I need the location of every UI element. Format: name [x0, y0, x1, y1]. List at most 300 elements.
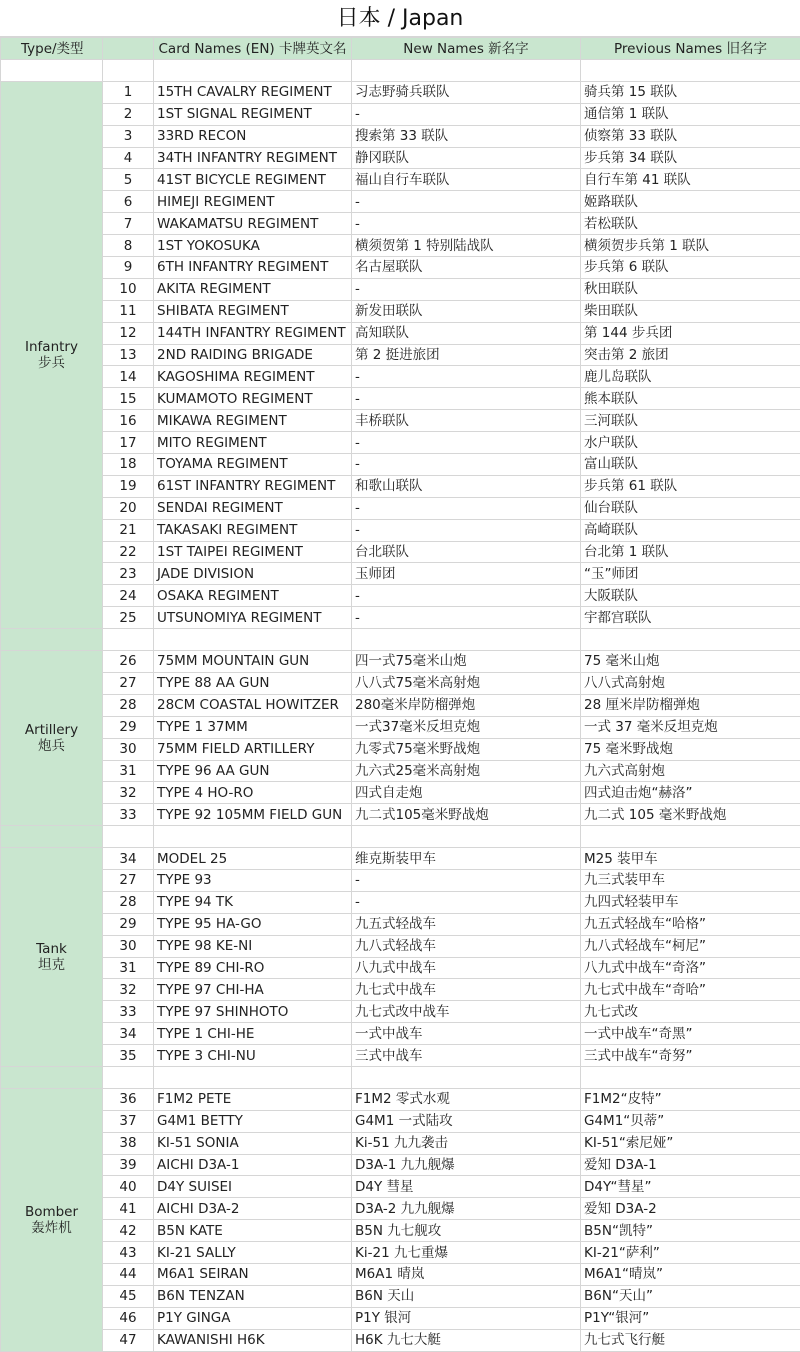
row-number: 34 [103, 848, 154, 870]
card-name-en: F1M2 PETE [154, 1088, 352, 1110]
card-name-en: M6A1 SEIRAN [154, 1263, 352, 1285]
row-number: 35 [103, 1045, 154, 1067]
spacer-cell [1, 826, 103, 848]
previous-name: 姬路联队 [581, 191, 800, 213]
table-row [1, 322, 800, 344]
unit-type-cell [1, 1088, 103, 1351]
row-number: 19 [103, 475, 154, 497]
table-row [1, 1198, 800, 1220]
new-name: 一式37毫米反坦克炮 [352, 716, 581, 738]
row-number: 28 [103, 891, 154, 913]
previous-name: 九七式飞行艇 [581, 1329, 800, 1351]
previous-name: 九五式轻战车“哈格” [581, 913, 800, 935]
spacer-cell [1, 629, 103, 651]
previous-name: B6N“天山” [581, 1285, 800, 1307]
new-name: D4Y 彗星 [352, 1176, 581, 1198]
header-card-name-en: Card Names (EN) 卡牌英文名 [154, 38, 352, 60]
previous-name: 九八式轻战车“柯尼” [581, 935, 800, 957]
row-number: 14 [103, 366, 154, 388]
spacer-cell [1, 1066, 103, 1088]
table-row [1, 475, 800, 497]
card-name-en: TYPE 97 SHINHOTO [154, 1001, 352, 1023]
row-number: 42 [103, 1220, 154, 1242]
card-name-en: G4M1 BETTY [154, 1110, 352, 1132]
new-name: - [352, 213, 581, 235]
previous-name: 步兵第 6 联队 [581, 257, 800, 279]
spacer-cell [352, 60, 581, 82]
card-name-en: OSAKA REGIMENT [154, 585, 352, 607]
table-row [1, 147, 800, 169]
new-name: 八九式中战车 [352, 957, 581, 979]
new-name: - [352, 278, 581, 300]
spacer-cell [103, 826, 154, 848]
table-row [1, 1110, 800, 1132]
unit-type-label-en: Tank [1, 941, 102, 957]
row-number: 24 [103, 585, 154, 607]
previous-name: 横须贺步兵第 1 联队 [581, 235, 800, 257]
table-row [1, 891, 800, 913]
row-number: 31 [103, 760, 154, 782]
previous-name: 75 毫米山炮 [581, 651, 800, 673]
card-name-en: B5N KATE [154, 1220, 352, 1242]
new-name: F1M2 零式水观 [352, 1088, 581, 1110]
previous-name: 三式中战车“奇努” [581, 1045, 800, 1067]
previous-name: 柴田联队 [581, 300, 800, 322]
row-number: 6 [103, 191, 154, 213]
row-number: 23 [103, 563, 154, 585]
table-row [1, 738, 800, 760]
new-name: 九六式25毫米高射炮 [352, 760, 581, 782]
previous-name: 自行车第 41 联队 [581, 169, 800, 191]
unit-type-label-zh: 轰炸机 [1, 1220, 102, 1236]
unit-type-cell [1, 81, 103, 628]
table-row [1, 782, 800, 804]
table-row [1, 804, 800, 826]
new-name: 第 2 挺进旅团 [352, 344, 581, 366]
new-name: 九八式轻战车 [352, 935, 581, 957]
row-number: 25 [103, 607, 154, 629]
table-row [1, 300, 800, 322]
previous-name: 宇都宫联队 [581, 607, 800, 629]
previous-name: 侦察第 33 联队 [581, 125, 800, 147]
table-row [1, 103, 800, 125]
new-name: B5N 九七舰攻 [352, 1220, 581, 1242]
card-name-en: 1ST SIGNAL REGIMENT [154, 103, 352, 125]
new-name: 名古屋联队 [352, 257, 581, 279]
spacer-cell [352, 826, 581, 848]
unit-type-label-en: Infantry [1, 339, 102, 355]
table-row [1, 432, 800, 454]
table-row [1, 1132, 800, 1154]
previous-name: 突击第 2 旅团 [581, 344, 800, 366]
row-number: 33 [103, 1001, 154, 1023]
table-row [1, 913, 800, 935]
spacer-cell [581, 1066, 800, 1088]
header-number [103, 38, 154, 60]
new-name: 八八式75毫米高射炮 [352, 672, 581, 694]
spacer-row [1, 826, 800, 848]
previous-name: 秋田联队 [581, 278, 800, 300]
new-name: 三式中战车 [352, 1045, 581, 1067]
new-name: 九七式中战车 [352, 979, 581, 1001]
header-new-name: New Names 新名字 [352, 38, 581, 60]
previous-name: 第 144 步兵团 [581, 322, 800, 344]
table-row [1, 694, 800, 716]
new-name: 一式中战车 [352, 1023, 581, 1045]
card-name-en: 61ST INFANTRY REGIMENT [154, 475, 352, 497]
previous-name: 九二式 105 毫米野战炮 [581, 804, 800, 826]
card-name-en: 144TH INFANTRY REGIMENT [154, 322, 352, 344]
row-number: 33 [103, 804, 154, 826]
card-name-en: TYPE 89 CHI-RO [154, 957, 352, 979]
card-name-en: KUMAMOTO REGIMENT [154, 388, 352, 410]
card-name-en: KI-21 SALLY [154, 1242, 352, 1264]
row-number: 15 [103, 388, 154, 410]
new-name: 搜索第 33 联队 [352, 125, 581, 147]
new-name: 台北联队 [352, 541, 581, 563]
card-name-en: TYPE 1 37MM [154, 716, 352, 738]
new-name: 四式自走炮 [352, 782, 581, 804]
new-name: Ki-51 九九袭击 [352, 1132, 581, 1154]
new-name: 新发田联队 [352, 300, 581, 322]
table-row [1, 366, 800, 388]
previous-name: 八八式高射炮 [581, 672, 800, 694]
spacer-row [1, 60, 800, 82]
new-name: - [352, 585, 581, 607]
new-name: - [352, 366, 581, 388]
table-row [1, 672, 800, 694]
header-row [1, 38, 800, 60]
card-name-en: AKITA REGIMENT [154, 278, 352, 300]
card-name-en: MIKAWA REGIMENT [154, 410, 352, 432]
new-name: - [352, 497, 581, 519]
row-number: 22 [103, 541, 154, 563]
table-row [1, 278, 800, 300]
new-name: 静冈联队 [352, 147, 581, 169]
unit-type-label-en: Artillery [1, 722, 102, 738]
card-name-en: P1Y GINGA [154, 1307, 352, 1329]
unit-type-cell [1, 651, 103, 826]
row-number: 8 [103, 235, 154, 257]
card-name-en: 15TH CAVALRY REGIMENT [154, 81, 352, 103]
table-row [1, 585, 800, 607]
new-name: - [352, 432, 581, 454]
previous-name: 通信第 1 联队 [581, 103, 800, 125]
table-row [1, 651, 800, 673]
new-name: 九七式改中战车 [352, 1001, 581, 1023]
new-name: 九二式105毫米野战炮 [352, 804, 581, 826]
card-name-en: KAGOSHIMA REGIMENT [154, 366, 352, 388]
row-number: 37 [103, 1110, 154, 1132]
row-number: 32 [103, 782, 154, 804]
card-name-en: AICHI D3A-1 [154, 1154, 352, 1176]
new-name: Ki-21 九七重爆 [352, 1242, 581, 1264]
card-name-en: KAWANISHI H6K [154, 1329, 352, 1351]
previous-name: 75 毫米野战炮 [581, 738, 800, 760]
spacer-cell [352, 1066, 581, 1088]
previous-name: M25 装甲车 [581, 848, 800, 870]
table-row [1, 410, 800, 432]
new-name: P1Y 银河 [352, 1307, 581, 1329]
new-name: 四一式75毫米山炮 [352, 651, 581, 673]
new-name: G4M1 一式陆攻 [352, 1110, 581, 1132]
row-number: 27 [103, 672, 154, 694]
previous-name: 步兵第 34 联队 [581, 147, 800, 169]
card-name-en: WAKAMATSU REGIMENT [154, 213, 352, 235]
new-name: - [352, 869, 581, 891]
previous-name: KI-51“索尼娅” [581, 1132, 800, 1154]
table-row [1, 1154, 800, 1176]
previous-name: 四式迫击炮“赫洛” [581, 782, 800, 804]
row-number: 41 [103, 1198, 154, 1220]
row-number: 5 [103, 169, 154, 191]
card-name-en: 75MM FIELD ARTILLERY [154, 738, 352, 760]
new-name: 九五式轻战车 [352, 913, 581, 935]
card-name-en: AICHI D3A-2 [154, 1198, 352, 1220]
card-name-en: TYPE 97 CHI-HA [154, 979, 352, 1001]
new-name: 维克斯装甲车 [352, 848, 581, 870]
table-row [1, 1220, 800, 1242]
new-name: - [352, 891, 581, 913]
row-number: 7 [103, 213, 154, 235]
unit-names-table [0, 37, 800, 1352]
row-number: 36 [103, 1088, 154, 1110]
row-number: 34 [103, 1023, 154, 1045]
table-row [1, 1023, 800, 1045]
row-number: 43 [103, 1242, 154, 1264]
row-number: 21 [103, 519, 154, 541]
spacer-cell [154, 1066, 352, 1088]
new-name: 习志野骑兵联队 [352, 81, 581, 103]
previous-name: 大阪联队 [581, 585, 800, 607]
row-number: 10 [103, 278, 154, 300]
new-name: 丰桥联队 [352, 410, 581, 432]
spacer-cell [154, 60, 352, 82]
row-number: 47 [103, 1329, 154, 1351]
table-row [1, 541, 800, 563]
new-name: - [352, 519, 581, 541]
row-number: 40 [103, 1176, 154, 1198]
previous-name: M6A1“晴岚” [581, 1263, 800, 1285]
row-number: 18 [103, 454, 154, 476]
table-row [1, 957, 800, 979]
table-row [1, 213, 800, 235]
header-previous-name: Previous Names 旧名字 [581, 38, 800, 60]
previous-name: 九六式高射炮 [581, 760, 800, 782]
row-number: 1 [103, 81, 154, 103]
card-name-en: B6N TENZAN [154, 1285, 352, 1307]
table-row [1, 1088, 800, 1110]
new-name: - [352, 191, 581, 213]
card-name-en: 75MM MOUNTAIN GUN [154, 651, 352, 673]
previous-name: 步兵第 61 联队 [581, 475, 800, 497]
spacer-cell [1, 60, 103, 82]
card-name-en: TYPE 95 HA-GO [154, 913, 352, 935]
card-name-en: TYPE 3 CHI-NU [154, 1045, 352, 1067]
table-row [1, 1329, 800, 1351]
card-name-en: 1ST TAIPEI REGIMENT [154, 541, 352, 563]
previous-name: 若松联队 [581, 213, 800, 235]
row-number: 11 [103, 300, 154, 322]
card-name-en: TYPE 94 TK [154, 891, 352, 913]
row-number: 31 [103, 957, 154, 979]
header-type: Type/类型 [1, 38, 103, 60]
row-number: 2 [103, 103, 154, 125]
card-name-en: MITO REGIMENT [154, 432, 352, 454]
row-number: 29 [103, 716, 154, 738]
previous-name: D4Y“彗星” [581, 1176, 800, 1198]
new-name: D3A-2 九九舰爆 [352, 1198, 581, 1220]
table-body [1, 60, 800, 1352]
card-name-en: MODEL 25 [154, 848, 352, 870]
row-number: 32 [103, 979, 154, 1001]
card-name-en: TYPE 1 CHI-HE [154, 1023, 352, 1045]
previous-name: 台北第 1 联队 [581, 541, 800, 563]
card-name-en: 2ND RAIDING BRIGADE [154, 344, 352, 366]
table-row [1, 563, 800, 585]
spacer-cell [103, 60, 154, 82]
card-name-en: JADE DIVISION [154, 563, 352, 585]
table-row [1, 760, 800, 782]
table-row [1, 519, 800, 541]
spacer-cell [352, 629, 581, 651]
new-name: 和歌山联队 [352, 475, 581, 497]
spacer-row [1, 629, 800, 651]
previous-name: “玉”师团 [581, 563, 800, 585]
previous-name: B5N“凯特” [581, 1220, 800, 1242]
row-number: 28 [103, 694, 154, 716]
card-name-en: KI-51 SONIA [154, 1132, 352, 1154]
table-row [1, 935, 800, 957]
row-number: 9 [103, 257, 154, 279]
previous-name: G4M1“贝蒂” [581, 1110, 800, 1132]
previous-name: 三河联队 [581, 410, 800, 432]
table-row [1, 1285, 800, 1307]
table-row [1, 607, 800, 629]
spacer-cell [581, 826, 800, 848]
previous-name: KI-21“萨利” [581, 1242, 800, 1264]
table-row [1, 716, 800, 738]
previous-name: 高崎联队 [581, 519, 800, 541]
table-row [1, 1176, 800, 1198]
previous-name: 28 厘米岸防榴弹炮 [581, 694, 800, 716]
card-name-en: TAKASAKI REGIMENT [154, 519, 352, 541]
table-row [1, 848, 800, 870]
card-name-en: TYPE 92 105MM FIELD GUN [154, 804, 352, 826]
table-row [1, 191, 800, 213]
row-number: 26 [103, 651, 154, 673]
card-name-en: 41ST BICYCLE REGIMENT [154, 169, 352, 191]
unit-type-label-zh: 炮兵 [1, 738, 102, 754]
previous-name: 骑兵第 15 联队 [581, 81, 800, 103]
card-name-en: TYPE 98 KE-NI [154, 935, 352, 957]
table-row [1, 979, 800, 1001]
table-row [1, 1045, 800, 1067]
row-number: 46 [103, 1307, 154, 1329]
card-name-en: 33RD RECON [154, 125, 352, 147]
previous-name: 一式 37 毫米反坦克炮 [581, 716, 800, 738]
card-name-en: 28CM COASTAL HOWITZER [154, 694, 352, 716]
row-number: 30 [103, 935, 154, 957]
new-name: - [352, 607, 581, 629]
card-name-en: TYPE 4 HO-RO [154, 782, 352, 804]
card-name-en: 1ST YOKOSUKA [154, 235, 352, 257]
table-row [1, 497, 800, 519]
spacer-cell [103, 1066, 154, 1088]
spacer-cell [154, 826, 352, 848]
table-row [1, 125, 800, 147]
table-row [1, 344, 800, 366]
card-name-en: SENDAI REGIMENT [154, 497, 352, 519]
previous-name: 爱知 D3A-2 [581, 1198, 800, 1220]
spacer-cell [154, 629, 352, 651]
new-name: 横须贺第 1 特别陆战队 [352, 235, 581, 257]
new-name: - [352, 103, 581, 125]
card-name-en: HIMEJI REGIMENT [154, 191, 352, 213]
unit-type-cell [1, 848, 103, 1067]
new-name: - [352, 454, 581, 476]
previous-name: 八九式中战车“奇洛” [581, 957, 800, 979]
new-name: 玉师团 [352, 563, 581, 585]
new-name: 九零式75毫米野战炮 [352, 738, 581, 760]
card-name-en: SHIBATA REGIMENT [154, 300, 352, 322]
card-name-en: UTSUNOMIYA REGIMENT [154, 607, 352, 629]
row-number: 30 [103, 738, 154, 760]
previous-name: 富山联队 [581, 454, 800, 476]
table-row [1, 388, 800, 410]
table-row [1, 1307, 800, 1329]
previous-name: 爱知 D3A-1 [581, 1154, 800, 1176]
spacer-cell [581, 60, 800, 82]
new-name: 高知联队 [352, 322, 581, 344]
page-title: 日本 / Japan [0, 0, 800, 37]
previous-name: F1M2“皮特” [581, 1088, 800, 1110]
previous-name: 九七式中战车“奇哈” [581, 979, 800, 1001]
card-name-en: TOYAMA REGIMENT [154, 454, 352, 476]
spacer-row [1, 1066, 800, 1088]
card-name-en: TYPE 88 AA GUN [154, 672, 352, 694]
table-row [1, 235, 800, 257]
row-number: 4 [103, 147, 154, 169]
card-name-en: TYPE 96 AA GUN [154, 760, 352, 782]
new-name: D3A-1 九九舰爆 [352, 1154, 581, 1176]
row-number: 39 [103, 1154, 154, 1176]
row-number: 16 [103, 410, 154, 432]
previous-name: 熊本联队 [581, 388, 800, 410]
new-name: B6N 天山 [352, 1285, 581, 1307]
previous-name: P1Y“银河” [581, 1307, 800, 1329]
previous-name: 水户联队 [581, 432, 800, 454]
table-row [1, 81, 800, 103]
row-number: 45 [103, 1285, 154, 1307]
new-name: M6A1 晴岚 [352, 1263, 581, 1285]
row-number: 12 [103, 322, 154, 344]
table-row [1, 169, 800, 191]
card-name-en: 34TH INFANTRY REGIMENT [154, 147, 352, 169]
row-number: 38 [103, 1132, 154, 1154]
previous-name: 九三式装甲车 [581, 869, 800, 891]
row-number: 44 [103, 1263, 154, 1285]
row-number: 13 [103, 344, 154, 366]
table-row [1, 1001, 800, 1023]
new-name: - [352, 388, 581, 410]
previous-name: 鹿儿岛联队 [581, 366, 800, 388]
table-row [1, 1263, 800, 1285]
card-name-en: TYPE 93 [154, 869, 352, 891]
new-name: H6K 九七大艇 [352, 1329, 581, 1351]
unit-type-label-en: Bomber [1, 1204, 102, 1220]
table-row [1, 454, 800, 476]
